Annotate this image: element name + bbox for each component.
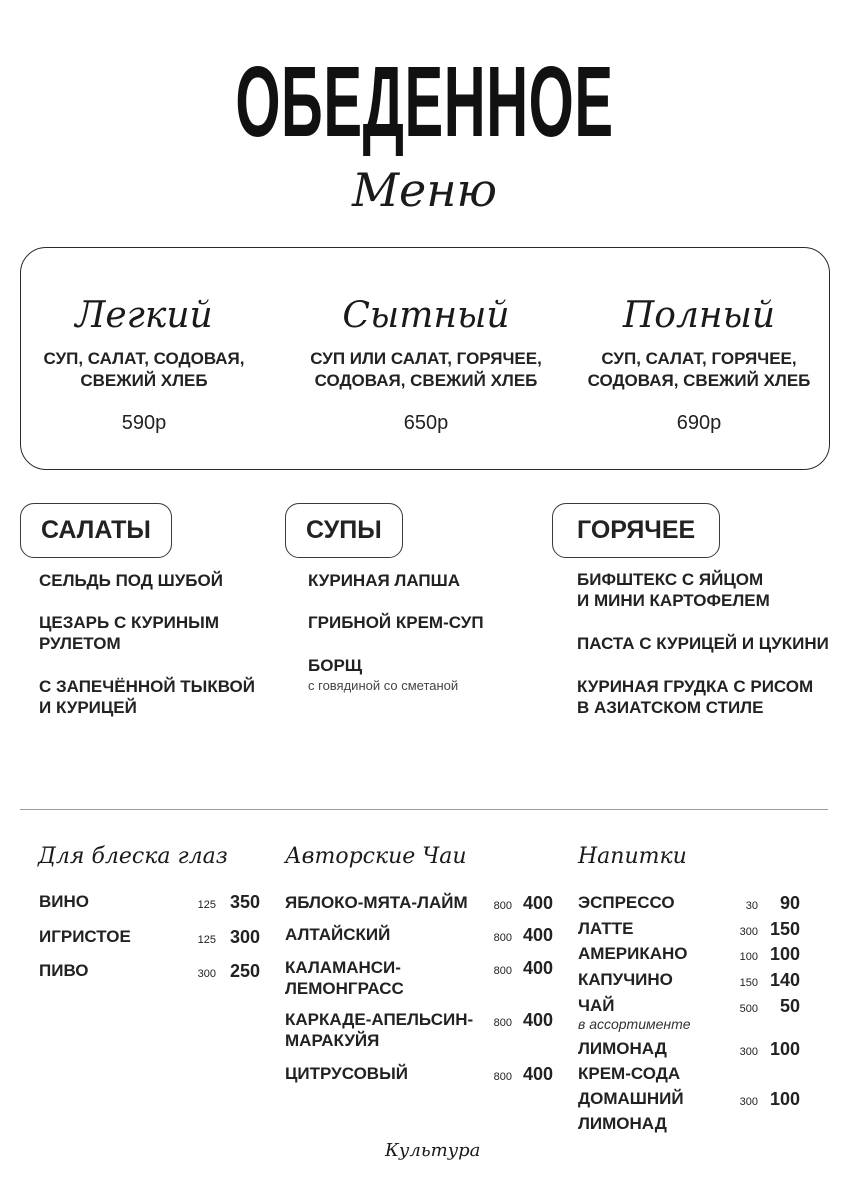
salad-item: ЦЕЗАРЬ С КУРИНЫМ РУЛЕТОМ (39, 613, 219, 653)
drink-price: 100 (769, 1039, 800, 1059)
combo-price: 590р (121, 412, 167, 434)
hot-item: КУРИНАЯ ГРУДКА С РИСОМ В АЗИАТСКОМ СТИЛЕ (577, 677, 814, 717)
hot-item: ПАСТА С КУРИЦЕЙ И ЦУКИНИ (577, 634, 829, 653)
section-hot-heading: ГОРЯЧЕЕ (552, 503, 720, 558)
drinks-soft-heading: Напитки (578, 844, 687, 869)
drink-name: ЛИМОНАД (578, 1114, 667, 1133)
combo-light (24, 294, 264, 435)
drink-volume: 800 (493, 932, 512, 944)
drinks-tea-heading: Авторские Чаи (285, 844, 467, 869)
drink-price: 90 (779, 893, 800, 913)
drink-name: ЭСПРЕССО (578, 893, 675, 912)
combo-box (20, 247, 830, 470)
drink-volume: 800 (493, 1071, 512, 1083)
drink-name: ВИНО (39, 892, 89, 911)
drink-volume: 800 (493, 1017, 512, 1029)
drink-name: ЦИТРУСОВЫЙ (285, 1064, 408, 1083)
page-subtitle: Меню (351, 163, 498, 217)
drink-volume: 800 (493, 965, 512, 977)
drink-volume: 300 (739, 1046, 758, 1058)
drink-name: ЛИМОНАД (578, 1039, 667, 1058)
drink-price: 400 (522, 925, 553, 945)
soup-item: ГРИБНОЙ КРЕМ-СУП (308, 613, 484, 632)
item-note: с говядиной со сметаной (308, 678, 459, 693)
soup-item: КУРИНАЯ ЛАПША (308, 571, 460, 590)
drink-price: 100 (769, 1089, 800, 1109)
drink-price: 400 (522, 893, 553, 913)
combo-desc: СУП ИЛИ САЛАТ, ГОРЯЧЕЕ, СОДОВАЯ, СВЕЖИЙ ХЛЕБ (310, 349, 542, 390)
drink-price: 400 (522, 1064, 553, 1084)
drink-name: АМЕРИКАНО (578, 944, 688, 963)
drink-volume: 800 (493, 900, 512, 912)
page-title: ОБЕДЕННОЕ (235, 46, 614, 158)
drink-volume: 150 (739, 977, 758, 989)
drinks-wine-heading: Для блеска глаз (38, 844, 228, 869)
drink-name: КАПУЧИНО (578, 970, 673, 989)
drink-price: 140 (769, 970, 800, 990)
drink-price: 300 (229, 927, 260, 947)
soup-item: БОРЩ с говядиной со сметаной (308, 656, 459, 693)
brand-logo: Культура (385, 1140, 481, 1161)
section-divider (20, 809, 828, 810)
drink-name: ДОМАШНИЙ (578, 1089, 684, 1108)
drink-price: 250 (229, 961, 260, 981)
drink-price: 50 (779, 996, 800, 1016)
drink-name: ИГРИСТОЕ (39, 927, 131, 946)
salad-item: С ЗАПЕЧЁННОЙ ТЫКВОЙ И КУРИЦЕЙ (39, 677, 255, 717)
drink-name: КАЛАМАНСИ- ЛЕМОНГРАСС (285, 958, 404, 998)
drink-note: в ассортименте (578, 1016, 691, 1032)
drink-price: 150 (769, 919, 800, 939)
drink-name: ПИВО (39, 961, 89, 980)
combo-full (574, 294, 824, 435)
salad-item: СЕЛЬДЬ ПОД ШУБОЙ (39, 571, 223, 590)
drink-name: ЯБЛОКО-МЯТА-ЛАЙМ (285, 893, 468, 912)
drink-volume: 100 (739, 951, 758, 963)
drink-name: КАРКАДЕ-АПЕЛЬСИН- МАРАКУЙЯ (285, 1010, 474, 1050)
drink-name: КРЕМ-СОДА (578, 1064, 681, 1083)
drink-name: АЛТАЙСКИЙ (285, 925, 391, 944)
drink-volume: 300 (739, 926, 758, 938)
drink-volume: 300 (197, 968, 216, 980)
drink-price: 350 (229, 892, 260, 912)
combo-price: 650р (403, 412, 449, 434)
drink-price: 400 (522, 958, 553, 978)
drink-name: ЛАТТЕ (578, 919, 634, 938)
drink-volume: 300 (739, 1096, 758, 1108)
drink-volume: 125 (197, 934, 216, 946)
drink-volume: 500 (739, 1003, 758, 1015)
combo-name: Полный (622, 295, 776, 336)
combo-name: Легкий (75, 295, 213, 336)
drink-price: 100 (769, 944, 800, 964)
drink-volume: 125 (197, 899, 216, 911)
combo-hearty (296, 294, 556, 435)
combo-desc: СУП, САЛАТ, ГОРЯЧЕЕ, СОДОВАЯ, СВЕЖИЙ ХЛЕБ (587, 349, 811, 390)
combo-desc: СУП, САЛАТ, СОДОВАЯ, СВЕЖИЙ ХЛЕБ (43, 349, 245, 390)
drink-name: ЧАЙ в ассортименте (578, 996, 691, 1032)
section-salads-heading: САЛАТЫ (20, 503, 172, 558)
drink-volume: 30 (745, 900, 758, 912)
combo-name: Сытный (342, 295, 510, 336)
combo-price: 690р (676, 412, 722, 434)
drink-price: 400 (522, 1010, 553, 1030)
hot-item: БИФШТЕКС С ЯЙЦОМ И МИНИ КАРТОФЕЛЕМ (577, 570, 770, 610)
section-soups-heading: СУПЫ (285, 503, 403, 558)
